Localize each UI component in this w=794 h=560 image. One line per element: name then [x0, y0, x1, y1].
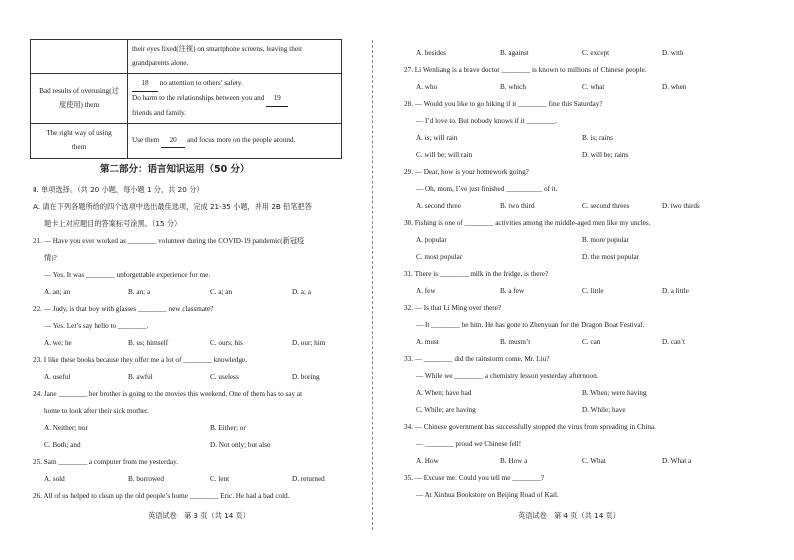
cell-text: Do harm to the relationships between you and [132, 94, 265, 103]
option-c[interactable]: C. what [582, 83, 605, 91]
instruction-line: 题卡上对应题目的答案标号涂黑。（15 分） [44, 219, 182, 228]
option-c[interactable]: C. little [582, 287, 604, 295]
question-text: — Yes. Let’s say hello to ________. [44, 322, 149, 330]
option-b[interactable]: B. a few [500, 287, 525, 295]
page-footer: 英语试卷 第 4 页（共 14 页） [518, 511, 620, 520]
table-cell [31, 40, 128, 74]
question-22: 22. — Judy, is that boy with glasses ________ new classmate? [33, 305, 214, 313]
question-26: 26. All of us helped to clean up the old people’s home ________ Eric. He had a bad cold. [33, 492, 290, 500]
option-b[interactable]: B. borrowed [128, 475, 164, 483]
option-d[interactable]: D. Not only; but also [210, 441, 271, 449]
option-b[interactable]: B. When; were having [582, 389, 647, 397]
page-footer: 英语试卷 第 3 页（共 14 页） [148, 511, 250, 520]
option-b[interactable]: B. which [500, 83, 526, 91]
option-a[interactable]: A. Neither; nor [44, 424, 88, 432]
option-c[interactable]: C. While; are having [416, 406, 476, 414]
option-b[interactable]: B. two third [500, 202, 535, 210]
option-b[interactable]: B. us; himself [128, 339, 169, 347]
option-b[interactable]: B. an; a [128, 288, 151, 296]
option-d[interactable]: D. with [662, 49, 684, 57]
option-d[interactable]: D. can’t [662, 338, 686, 346]
cell-text: their eyes fixed(注视) on smartphone screens, leaving their [132, 45, 303, 53]
option-d[interactable]: D. a; a [292, 288, 311, 296]
question-24: 24. Jane ________ her brother is going to the movies this weekend. One of them has to say at [33, 390, 303, 398]
option-c[interactable]: C. useless [210, 373, 239, 381]
option-d[interactable]: D. boring [292, 373, 320, 381]
option-a[interactable]: A. useful [44, 373, 71, 381]
option-d[interactable]: D. What a [662, 457, 692, 465]
option-b[interactable]: B. How a [500, 457, 528, 465]
question-text: — At Xinhua Bookstore on Beijing Road of Kail. [416, 491, 559, 499]
option-a[interactable]: A. sold [44, 475, 65, 483]
option-c[interactable]: C. will be; will rain [416, 151, 473, 159]
option-c[interactable]: C. ours; his [210, 339, 243, 347]
section-title: 第二部分：语言知识运用（50 分） [100, 164, 250, 175]
table-row [31, 74, 342, 124]
page-divider [372, 40, 373, 530]
option-a[interactable]: A. we; he [44, 339, 72, 347]
question-27: 27. Li Wenliang is a brave doctor ________ is known to millions of Chinese people. [404, 66, 647, 74]
option-c[interactable]: C. second threes [582, 202, 630, 210]
cell-text: Bad results of overusing(过 [39, 87, 119, 96]
question-28: 28. — Would you like to go hiking if it ________ fine this Saturday? [404, 100, 603, 108]
option-c[interactable]: C. except [582, 49, 610, 57]
question-text: — Yes. It was ________ unforgettable experience for me. [44, 271, 211, 279]
question-30: 30. Fishing is one of ________ activities among the middle-aged men like my uncles. [404, 219, 651, 227]
option-d[interactable]: D. While; have [582, 406, 626, 414]
blank-19[interactable]: 19 [266, 92, 288, 107]
table-cell [31, 74, 128, 124]
option-c[interactable]: C. a; an [210, 288, 233, 296]
option-c[interactable]: C. What [582, 457, 606, 465]
option-d[interactable]: D. returned [292, 475, 325, 483]
option-b[interactable]: B. Either; or [210, 424, 246, 432]
option-d[interactable]: D. when [662, 83, 687, 91]
part-label: Ⅱ. 单项选择。（共 20 小题，每小题 1 分，共 20 分） [33, 185, 204, 194]
option-a[interactable]: A. is; will rain [416, 134, 458, 142]
question-32: 32. — Is that Li Ming over there? [404, 304, 502, 312]
option-d[interactable]: D. will be; rains [582, 151, 629, 159]
cell-text: and focus more on the people around. [186, 135, 296, 144]
option-d[interactable]: D. two thirds [662, 202, 700, 210]
cell-text: The right way of using [46, 129, 112, 138]
question-35: 35. — Excuse me. Could you tell me ________? [404, 474, 545, 482]
option-a[interactable]: A. When; have had [416, 389, 472, 397]
table-cell [31, 124, 128, 158]
question-33: 33. — ________ did the rainstorm come, Mr. Liu? [404, 355, 550, 363]
option-a[interactable]: A. who [416, 83, 438, 91]
option-c[interactable]: C. most popular [416, 253, 463, 261]
option-b[interactable]: B. mustn’t [500, 338, 531, 346]
table-cell [128, 124, 342, 158]
question-text: — I’d love to. But nobody knows if it ________. [416, 117, 558, 125]
option-b[interactable]: B. awful [128, 373, 153, 381]
option-a[interactable]: A. must [416, 338, 439, 346]
question-text: 情)? [44, 254, 57, 262]
question-21: 21. — Have you ever worked as ________ volunteer during the COVID-19 pandemic(新冠疫 [33, 237, 305, 245]
option-a[interactable]: A. few [416, 287, 436, 295]
table-row [31, 40, 342, 74]
question-text: — It ________ be him. He has gone to Zhenyuan for the Dragon Boat Festival. [416, 321, 645, 329]
cell-text: grandparents alone. [132, 58, 189, 67]
question-text: — ________ proud we Chinese fell! [416, 440, 522, 448]
question-text: home to look after their sick mother. [44, 407, 149, 415]
instruction-line: A. 请在下列各题所给的四个选项中选出最佳选项，完成 21-35 小题，并用 2B 铅笔把答 [33, 202, 312, 211]
option-d[interactable]: D. a little [662, 287, 689, 295]
table-cell [128, 74, 342, 124]
option-a[interactable]: A. second three [416, 202, 461, 210]
option-b[interactable]: B. against [500, 49, 529, 57]
question-25: 25. Sam ________ a computer from me yesterday. [33, 458, 179, 466]
option-c[interactable]: C. can [582, 338, 601, 346]
cell-text: 度使用) them [58, 100, 100, 109]
question-text: — While we ________ a chemistry lesson yesterday afternoon. [416, 372, 599, 380]
blank-20[interactable]: 20 [161, 134, 185, 149]
cell-text: friends and family. [132, 108, 187, 117]
question-29: 29. — Dear, how is your homework going? [404, 168, 529, 176]
option-d[interactable]: D. our; him [292, 339, 326, 347]
option-a[interactable]: A. an; an [44, 288, 71, 296]
option-c[interactable]: C. Both; and [44, 441, 81, 449]
option-c[interactable]: C. lent [210, 475, 230, 483]
cell-text: Use them [132, 135, 160, 144]
cell-text: no attention to others’ safety. [159, 79, 243, 88]
table-row [31, 124, 342, 158]
option-b[interactable]: B. is; rains [582, 134, 613, 142]
option-d[interactable]: D. the most popular [582, 253, 640, 261]
question-23: 23. I like these books because they offer me a lot of ________ knowledge. [33, 356, 248, 364]
table-cell [128, 40, 342, 74]
summary-table [30, 39, 342, 159]
cell-text: them [71, 143, 87, 152]
question-31: 31. There is ________ milk in the fridge, is there? [404, 270, 549, 278]
question-34: 34. — Chinese government has successfully stopped the virus from spreading in China. [404, 423, 656, 431]
option-a[interactable]: A. popular [416, 236, 447, 244]
option-b[interactable]: B. more popular [582, 236, 629, 244]
option-a[interactable]: A. besides [416, 49, 446, 57]
option-a[interactable]: A. How [416, 457, 439, 465]
blank-18[interactable]: 18 [132, 77, 158, 92]
question-text: — Oh, mom, I’ve just finished __________ of it. [416, 185, 558, 193]
